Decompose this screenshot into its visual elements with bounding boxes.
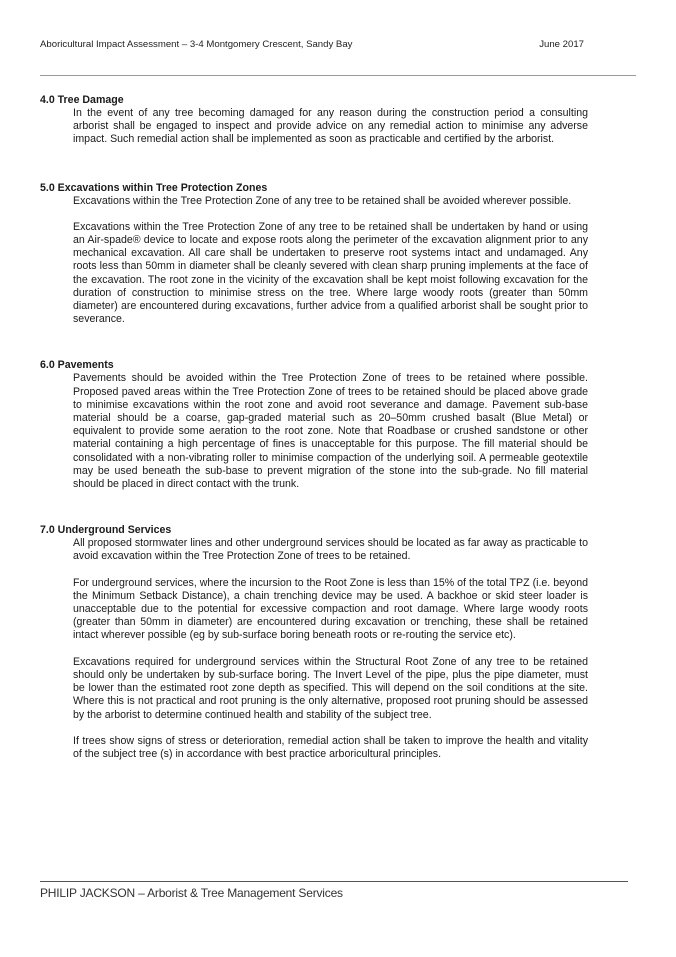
section-paragraph: All proposed stormwater lines and other underground services should be located as far away as practicable to avoid excavation within the Tree Protection Zone of trees to be retained.: [73, 537, 588, 563]
section-paragraph: If trees show signs of stress or deterioration, remedial action shall be taken to improve the health and vitality of the subject tree (s) in accordance with best practice arboricultural principles.: [73, 734, 588, 760]
section-paragraph: Pavements should be avoided within the Tree Protection Zone of trees to be retained where possible. Proposed paved areas within the Tree Protection Zone of trees to be retained should be placed above grade to minimise excavations within the root zone and avoid root severance and damage. Pavement sub-base material should be a coarse, gap-graded material such as 20–50mm crushed basalt (Blue Metal) or equivalent to provide some aeration to the root zone. Note that Roadbase or crushed sandstone or other material containing a high percentage of fines is unacceptable for this purpose. The fill material should be consolidated with a non-vibrating roller to minimise compaction of the underlying soil. A permeable geotextile may be used beneath the sub-base to prevent migration of the stone into the sub-grade. No fill material should be placed in direct contact with the trunk.: [73, 372, 588, 491]
footer-divider: [40, 881, 628, 882]
header-divider: [40, 75, 636, 76]
section-paragraph: Excavations within the Tree Protection Zone of any tree to be retained shall be undertaken by hand or using an Air-spade® device to locate and expose roots along the perimeter of the excavation alignment prior to any mechanical excavation. All care shall be undertaken to preserve root systems intact and undamaged. Any roots less than 50mm in diameter shall be cleanly severed with clean sharp pruning implements at the face of the excavation. The root zone in the vicinity of the excavation shall be kept moist following excavation for the duration of construction to minimise stress on the tree. Where large woody roots (greater than 50mm diameter) are encountered during excavations, further advice from a qualified arborist shall be sought prior to severance.: [73, 220, 588, 326]
section-paragraph: In the event of any tree becoming damaged for any reason during the construction period a consulting arborist shall be engaged to inspect and provide advice on any remedial action to minimise any adverse impact. Such remedial action shall be implemented as soon as practicable and certified by the arborist.: [73, 107, 588, 146]
section-paragraph: For underground services, where the incursion to the Root Zone is less than 15% of the total TPZ (i.e. beyond the Minimum Setback Distance), a chain trenching device may be used. A backhoe or skid steer loader is unacceptable due to the potential for excessive compaction and root damage. Where large woody roots (greater than 50mm in diameter) are encountered during excavation or trenching, these shall be retained intact wherever possible (eg by sub-surface boring beneath roots or re-routing the service etc).: [73, 576, 588, 642]
section-underground-services: [40, 524, 588, 761]
section-pavements: [40, 359, 588, 491]
header-date: June 2017: [539, 39, 584, 50]
section-title: 6.0 Pavements: [40, 359, 114, 372]
section-tree-damage: [40, 94, 588, 147]
section-excavations: [40, 182, 588, 327]
document-body: [40, 94, 588, 761]
section-title: 7.0 Underground Services: [40, 524, 172, 537]
page-footer: PHILIP JACKSON – Arborist & Tree Management Services: [40, 886, 343, 900]
section-title: 5.0 Excavations within Tree Protection Zones: [40, 181, 268, 194]
section-paragraph: Excavations required for underground services within the Structural Root Zone of any tree to be retained should only be undertaken by sub-surface boring. The Invert Level of the pipe, plus the pipe diameter, must be lower than the estimated root zone depth as specified. This will depend on the soil conditions at the site. Where this is not practical and root pruning is the only alternative, proposed root pruning should be assessed by the arborist to determine continued health and stability of the subject tree.: [73, 655, 588, 721]
section-paragraph: Excavations within the Tree Protection Zone of any tree to be retained shall be avoided wherever possible.: [73, 194, 572, 207]
section-title: 4.0 Tree Damage: [40, 94, 124, 106]
page-header: [40, 39, 584, 50]
header-title: Aboricultural Impact Assessment – 3-4 Montgomery Crescent, Sandy Bay: [40, 39, 353, 50]
